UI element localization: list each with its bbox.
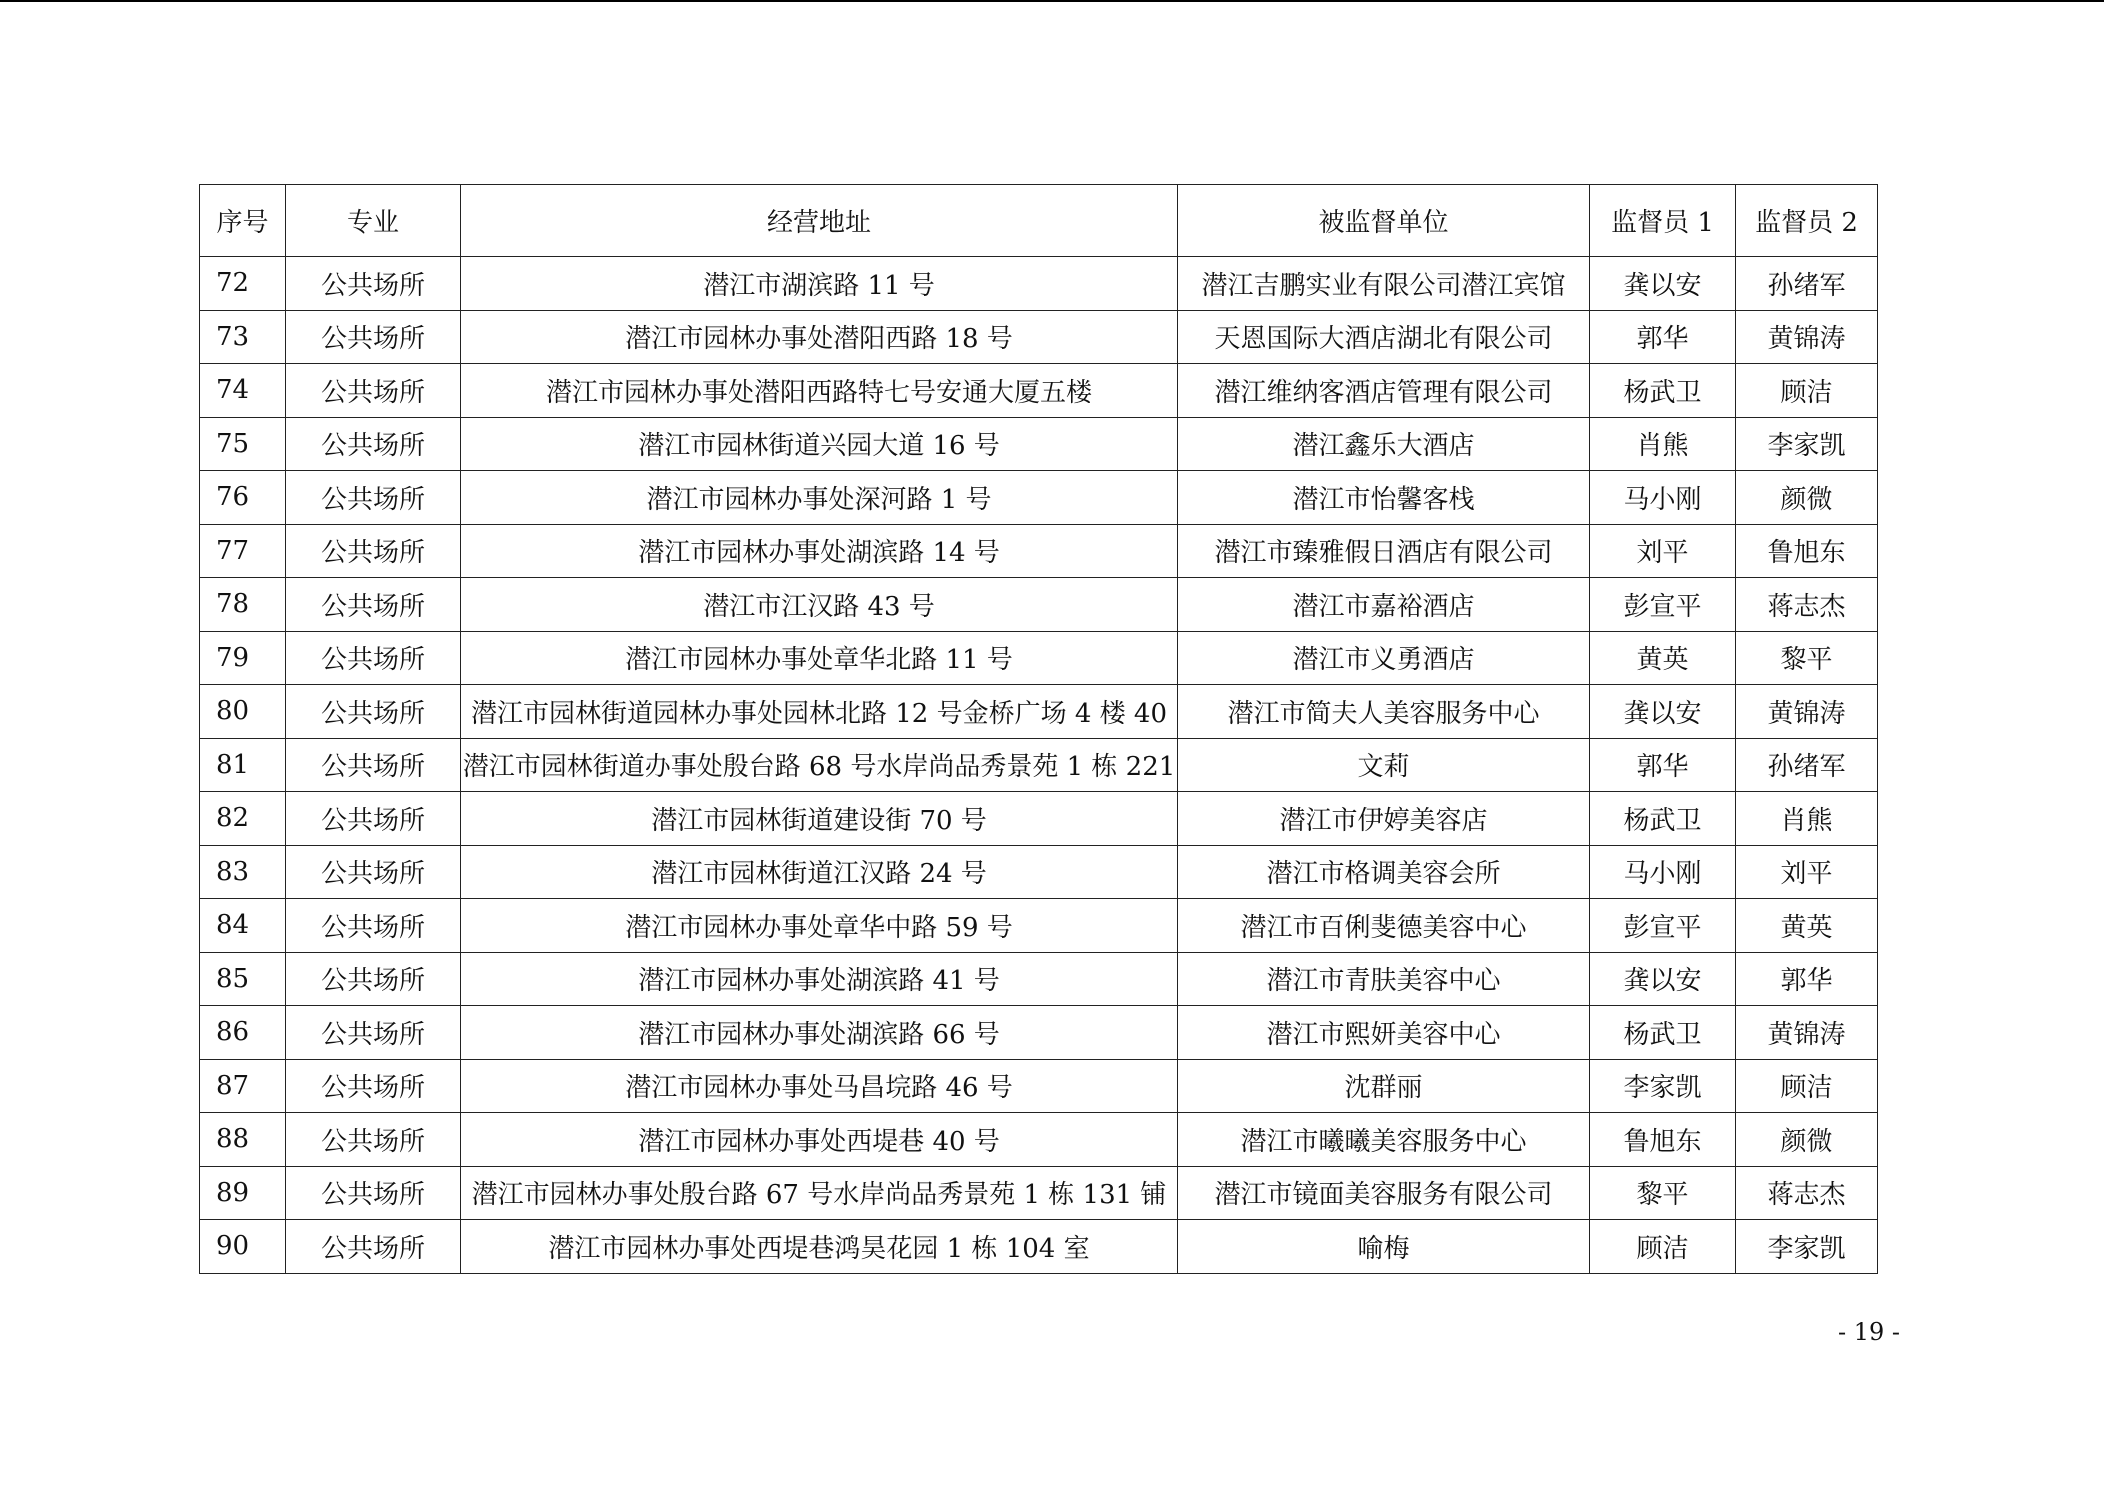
cell-no: 80 bbox=[200, 685, 286, 739]
table-row bbox=[200, 578, 1878, 632]
cell-inspector2: 颜微 bbox=[1736, 471, 1878, 525]
cell-unit: 潜江市镜面美容服务有限公司 bbox=[1178, 1166, 1590, 1220]
cell-inspector1: 龚以安 bbox=[1590, 257, 1736, 311]
cell-no: 87 bbox=[200, 1059, 286, 1113]
cell-unit: 潜江市嘉裕酒店 bbox=[1178, 578, 1590, 632]
cell-unit: 潜江市伊婷美容店 bbox=[1178, 792, 1590, 846]
cell-specialty: 公共场所 bbox=[286, 792, 461, 846]
cell-no: 85 bbox=[200, 952, 286, 1006]
cell-specialty: 公共场所 bbox=[286, 738, 461, 792]
cell-no: 90 bbox=[200, 1220, 286, 1274]
cell-no: 76 bbox=[200, 471, 286, 525]
cell-address: 潜江市湖滨路 11 号 bbox=[461, 257, 1178, 311]
table-row bbox=[200, 310, 1878, 364]
cell-address: 潜江市园林办事处西堤巷 40 号 bbox=[461, 1113, 1178, 1167]
cell-address: 潜江市园林办事处湖滨路 14 号 bbox=[461, 524, 1178, 578]
cell-no: 86 bbox=[200, 1006, 286, 1060]
table-row bbox=[200, 738, 1878, 792]
cell-specialty: 公共场所 bbox=[286, 578, 461, 632]
table-row bbox=[200, 257, 1878, 311]
cell-inspector2: 黄锦涛 bbox=[1736, 685, 1878, 739]
cell-address: 潜江市园林街道建设街 70 号 bbox=[461, 792, 1178, 846]
cell-unit: 喻梅 bbox=[1178, 1220, 1590, 1274]
table-row bbox=[200, 1059, 1878, 1113]
cell-specialty: 公共场所 bbox=[286, 1059, 461, 1113]
cell-no: 72 bbox=[200, 257, 286, 311]
cell-specialty: 公共场所 bbox=[286, 524, 461, 578]
header-address: 经营地址 bbox=[461, 185, 1178, 257]
cell-specialty: 公共场所 bbox=[286, 1006, 461, 1060]
header-specialty: 专业 bbox=[286, 185, 461, 257]
cell-inspector2: 鲁旭东 bbox=[1736, 524, 1878, 578]
cell-inspector1: 龚以安 bbox=[1590, 952, 1736, 1006]
cell-inspector1: 杨武卫 bbox=[1590, 1006, 1736, 1060]
cell-inspector1: 杨武卫 bbox=[1590, 792, 1736, 846]
cell-specialty: 公共场所 bbox=[286, 1113, 461, 1167]
table-row bbox=[200, 1220, 1878, 1274]
cell-address: 潜江市园林办事处湖滨路 66 号 bbox=[461, 1006, 1178, 1060]
top-border-line bbox=[0, 0, 2104, 2]
cell-inspector2: 黄锦涛 bbox=[1736, 1006, 1878, 1060]
cell-inspector1: 马小刚 bbox=[1590, 845, 1736, 899]
table-row bbox=[200, 685, 1878, 739]
cell-inspector2: 郭华 bbox=[1736, 952, 1878, 1006]
cell-inspector2: 刘平 bbox=[1736, 845, 1878, 899]
cell-unit: 沈群丽 bbox=[1178, 1059, 1590, 1113]
table-row bbox=[200, 1006, 1878, 1060]
cell-address: 潜江市园林办事处深河路 1 号 bbox=[461, 471, 1178, 525]
table-row bbox=[200, 1166, 1878, 1220]
header-inspector2: 监督员 2 bbox=[1736, 185, 1878, 257]
cell-inspector2: 颜微 bbox=[1736, 1113, 1878, 1167]
cell-unit: 潜江市臻雅假日酒店有限公司 bbox=[1178, 524, 1590, 578]
cell-unit: 潜江鑫乐大酒店 bbox=[1178, 417, 1590, 471]
cell-inspector2: 孙绪军 bbox=[1736, 257, 1878, 311]
cell-address: 潜江市园林街道江汉路 24 号 bbox=[461, 845, 1178, 899]
table-row bbox=[200, 524, 1878, 578]
cell-inspector1: 鲁旭东 bbox=[1590, 1113, 1736, 1167]
cell-inspector1: 郭华 bbox=[1590, 738, 1736, 792]
header-no: 序号 bbox=[200, 185, 286, 257]
cell-no: 84 bbox=[200, 899, 286, 953]
cell-unit: 潜江市简夫人美容服务中心 bbox=[1178, 685, 1590, 739]
cell-inspector2: 黎平 bbox=[1736, 631, 1878, 685]
cell-specialty: 公共场所 bbox=[286, 685, 461, 739]
cell-no: 78 bbox=[200, 578, 286, 632]
cell-specialty: 公共场所 bbox=[286, 364, 461, 418]
cell-unit: 潜江市熙妍美容中心 bbox=[1178, 1006, 1590, 1060]
table-header-row bbox=[200, 185, 1878, 257]
cell-no: 83 bbox=[200, 845, 286, 899]
cell-address: 潜江市园林街道园林办事处园林北路 12 号金桥广场 4 楼 40 bbox=[461, 685, 1178, 739]
cell-inspector2: 顾洁 bbox=[1736, 1059, 1878, 1113]
table-row bbox=[200, 899, 1878, 953]
cell-address: 潜江市园林办事处章华北路 11 号 bbox=[461, 631, 1178, 685]
cell-specialty: 公共场所 bbox=[286, 310, 461, 364]
cell-address: 潜江市园林办事处湖滨路 41 号 bbox=[461, 952, 1178, 1006]
cell-address: 潜江市园林街道办事处殷台路 68 号水岸尚品秀景苑 1 栋 221 bbox=[461, 738, 1178, 792]
cell-inspector1: 龚以安 bbox=[1590, 685, 1736, 739]
cell-inspector1: 李家凯 bbox=[1590, 1059, 1736, 1113]
cell-inspector2: 李家凯 bbox=[1736, 1220, 1878, 1274]
cell-inspector2: 蒋志杰 bbox=[1736, 578, 1878, 632]
cell-address: 潜江市园林办事处马昌垸路 46 号 bbox=[461, 1059, 1178, 1113]
table-row bbox=[200, 792, 1878, 846]
cell-unit: 潜江市格调美容会所 bbox=[1178, 845, 1590, 899]
table-row bbox=[200, 631, 1878, 685]
cell-address: 潜江市园林办事处殷台路 67 号水岸尚品秀景苑 1 栋 131 铺 bbox=[461, 1166, 1178, 1220]
cell-address: 潜江市园林办事处潜阳西路 18 号 bbox=[461, 310, 1178, 364]
cell-specialty: 公共场所 bbox=[286, 845, 461, 899]
cell-inspector2: 黄英 bbox=[1736, 899, 1878, 953]
header-inspector1: 监督员 1 bbox=[1590, 185, 1736, 257]
cell-specialty: 公共场所 bbox=[286, 1166, 461, 1220]
cell-unit: 潜江市义勇酒店 bbox=[1178, 631, 1590, 685]
cell-inspector2: 孙绪军 bbox=[1736, 738, 1878, 792]
cell-specialty: 公共场所 bbox=[286, 471, 461, 525]
cell-unit: 潜江吉鹏实业有限公司潜江宾馆 bbox=[1178, 257, 1590, 311]
cell-no: 88 bbox=[200, 1113, 286, 1167]
cell-specialty: 公共场所 bbox=[286, 899, 461, 953]
cell-no: 77 bbox=[200, 524, 286, 578]
cell-no: 73 bbox=[200, 310, 286, 364]
cell-specialty: 公共场所 bbox=[286, 257, 461, 311]
cell-no: 79 bbox=[200, 631, 286, 685]
cell-no: 81 bbox=[200, 738, 286, 792]
cell-no: 74 bbox=[200, 364, 286, 418]
table-row bbox=[200, 471, 1878, 525]
table-row bbox=[200, 952, 1878, 1006]
cell-inspector1: 顾洁 bbox=[1590, 1220, 1736, 1274]
cell-no: 75 bbox=[200, 417, 286, 471]
cell-inspector1: 刘平 bbox=[1590, 524, 1736, 578]
table-row bbox=[200, 417, 1878, 471]
cell-address: 潜江市江汉路 43 号 bbox=[461, 578, 1178, 632]
cell-inspector1: 黄英 bbox=[1590, 631, 1736, 685]
cell-unit: 潜江市青肤美容中心 bbox=[1178, 952, 1590, 1006]
cell-inspector2: 顾洁 bbox=[1736, 364, 1878, 418]
cell-unit: 潜江市曦曦美容服务中心 bbox=[1178, 1113, 1590, 1167]
cell-no: 82 bbox=[200, 792, 286, 846]
cell-specialty: 公共场所 bbox=[286, 417, 461, 471]
cell-unit: 文莉 bbox=[1178, 738, 1590, 792]
cell-inspector1: 郭华 bbox=[1590, 310, 1736, 364]
cell-specialty: 公共场所 bbox=[286, 631, 461, 685]
cell-inspector1: 黎平 bbox=[1590, 1166, 1736, 1220]
cell-unit: 潜江维纳客酒店管理有限公司 bbox=[1178, 364, 1590, 418]
cell-unit: 潜江市怡馨客栈 bbox=[1178, 471, 1590, 525]
cell-specialty: 公共场所 bbox=[286, 952, 461, 1006]
cell-inspector1: 肖熊 bbox=[1590, 417, 1736, 471]
cell-unit: 天恩国际大酒店湖北有限公司 bbox=[1178, 310, 1590, 364]
cell-specialty: 公共场所 bbox=[286, 1220, 461, 1274]
cell-inspector1: 彭宣平 bbox=[1590, 899, 1736, 953]
cell-inspector1: 彭宣平 bbox=[1590, 578, 1736, 632]
cell-address: 潜江市园林办事处章华中路 59 号 bbox=[461, 899, 1178, 953]
page-number: - 19 - bbox=[1838, 1318, 1901, 1346]
table-body bbox=[200, 257, 1878, 1274]
cell-address: 潜江市园林办事处潜阳西路特七号安通大厦五楼 bbox=[461, 364, 1178, 418]
table-row bbox=[200, 1113, 1878, 1167]
cell-unit: 潜江市百俐斐德美容中心 bbox=[1178, 899, 1590, 953]
header-unit: 被监督单位 bbox=[1178, 185, 1590, 257]
cell-inspector2: 李家凯 bbox=[1736, 417, 1878, 471]
cell-inspector1: 杨武卫 bbox=[1590, 364, 1736, 418]
cell-address: 潜江市园林街道兴园大道 16 号 bbox=[461, 417, 1178, 471]
cell-inspector2: 蒋志杰 bbox=[1736, 1166, 1878, 1220]
cell-inspector2: 肖熊 bbox=[1736, 792, 1878, 846]
table-row bbox=[200, 845, 1878, 899]
table-row bbox=[200, 364, 1878, 418]
supervision-table bbox=[199, 184, 1878, 1274]
cell-address: 潜江市园林办事处西堤巷鸿昊花园 1 栋 104 室 bbox=[461, 1220, 1178, 1274]
cell-inspector2: 黄锦涛 bbox=[1736, 310, 1878, 364]
cell-no: 89 bbox=[200, 1166, 286, 1220]
cell-inspector1: 马小刚 bbox=[1590, 471, 1736, 525]
